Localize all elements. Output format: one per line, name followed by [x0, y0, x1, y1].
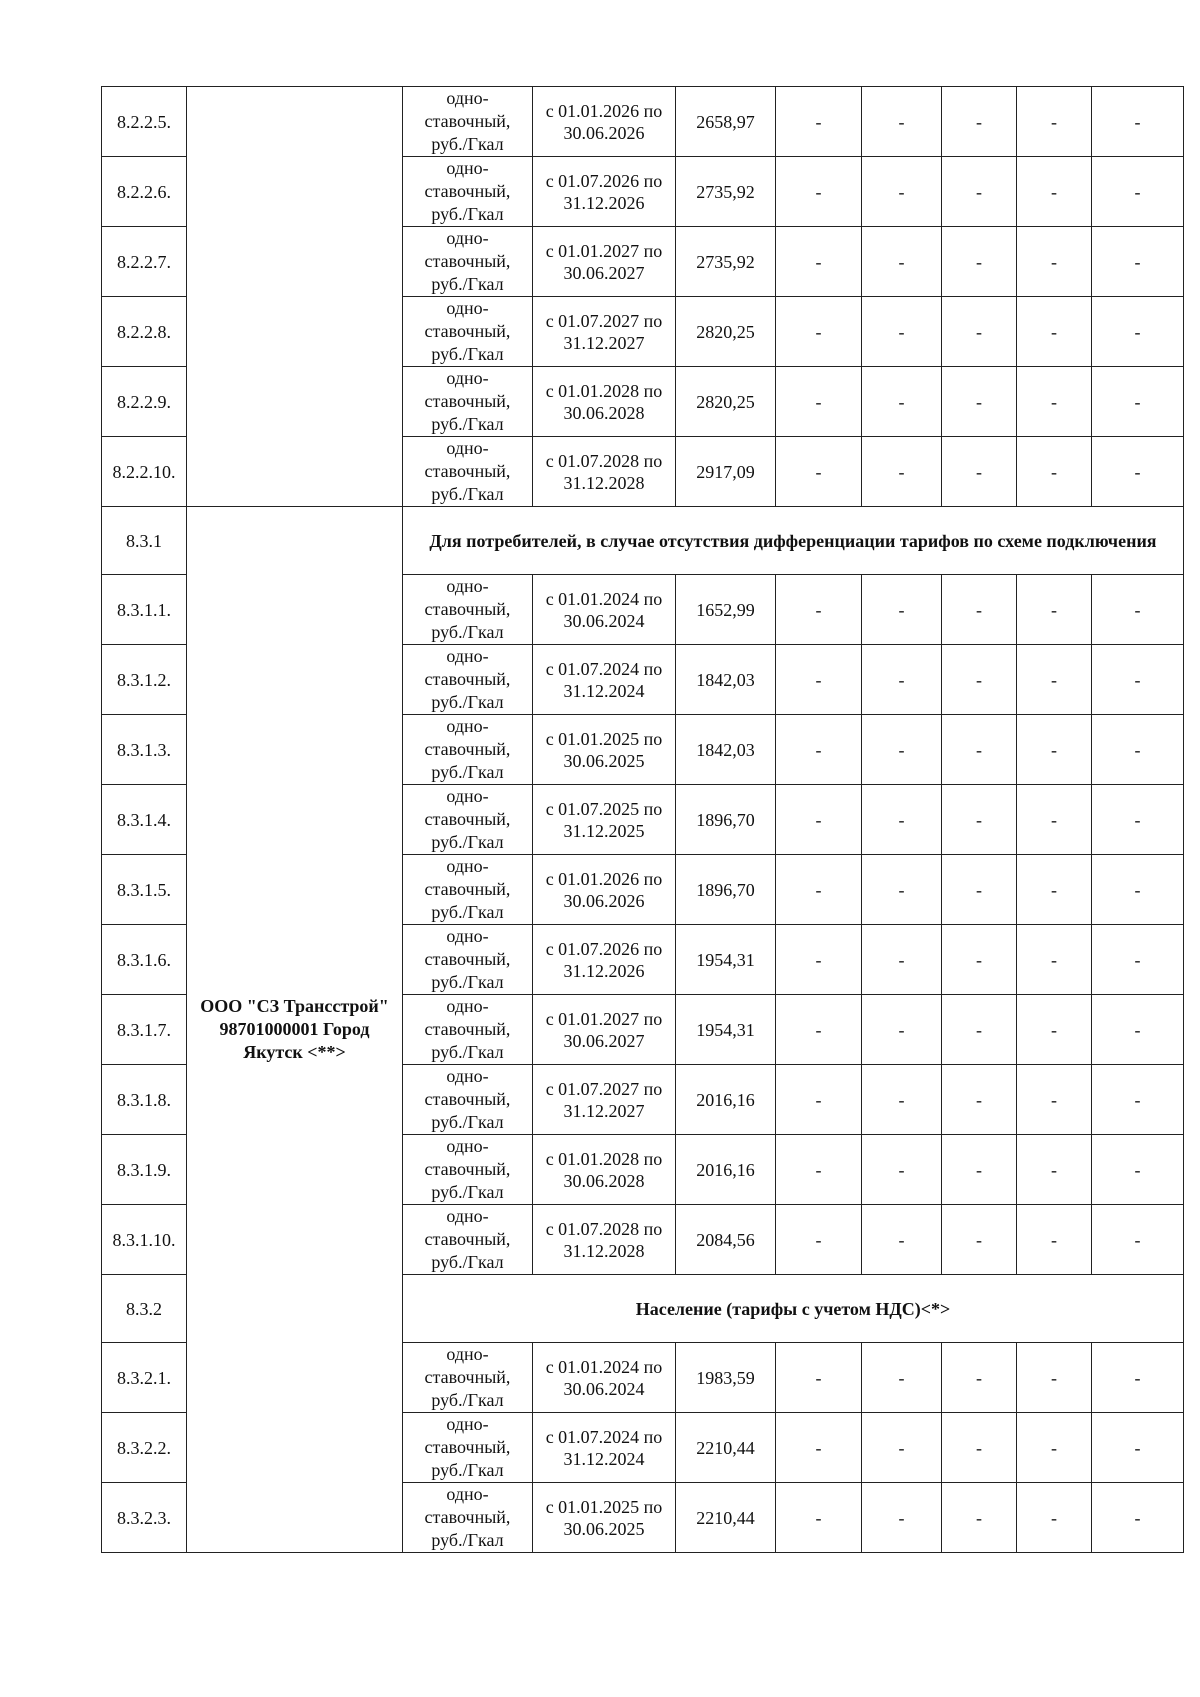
- tariff-empty-cell: -: [942, 437, 1017, 507]
- tariff-empty-cell: -: [1017, 995, 1092, 1065]
- tariff-value: 1954,31: [676, 995, 776, 1065]
- row-number: 8.2.2.5.: [102, 87, 187, 157]
- tariff-value: 2658,97: [676, 87, 776, 157]
- tariff-empty-cell: -: [862, 297, 942, 367]
- tariff-empty-cell: -: [776, 367, 862, 437]
- tariff-type: одно-ставочный, руб./Гкал: [403, 157, 533, 227]
- row-number: 8.2.2.7.: [102, 227, 187, 297]
- tariff-empty-cell: -: [1092, 715, 1184, 785]
- tariff-type: одно-ставочный, руб./Гкал: [403, 855, 533, 925]
- tariff-period: с 01.07.2024 по 31.12.2024: [533, 645, 676, 715]
- tariff-empty-cell: -: [862, 1343, 942, 1413]
- tariff-empty-cell: -: [1017, 227, 1092, 297]
- tariff-empty-cell: -: [942, 925, 1017, 995]
- tariff-empty-cell: -: [942, 995, 1017, 1065]
- tariff-empty-cell: -: [776, 785, 862, 855]
- tariff-empty-cell: -: [1092, 785, 1184, 855]
- tariff-empty-cell: -: [776, 925, 862, 995]
- tariff-empty-cell: -: [1092, 1343, 1184, 1413]
- tariff-empty-cell: -: [776, 87, 862, 157]
- tariff-type: одно-ставочный, руб./Гкал: [403, 575, 533, 645]
- tariff-period: с 01.07.2026 по 31.12.2026: [533, 157, 676, 227]
- tariff-empty-cell: -: [942, 1135, 1017, 1205]
- tariff-type: одно-ставочный, руб./Гкал: [403, 1413, 533, 1483]
- tariff-empty-cell: -: [942, 87, 1017, 157]
- tariff-value: 1652,99: [676, 575, 776, 645]
- tariff-value: 2210,44: [676, 1483, 776, 1553]
- tariff-empty-cell: -: [776, 715, 862, 785]
- tariff-empty-cell: -: [776, 1413, 862, 1483]
- tariff-empty-cell: -: [776, 1065, 862, 1135]
- tariff-type: одно-ставочный, руб./Гкал: [403, 297, 533, 367]
- tariff-empty-cell: -: [862, 227, 942, 297]
- tariff-empty-cell: -: [1092, 1483, 1184, 1553]
- tariff-period: с 01.07.2027 по 31.12.2027: [533, 1065, 676, 1135]
- tariff-empty-cell: -: [942, 785, 1017, 855]
- table-body: [102, 87, 1184, 1553]
- tariff-value: 2917,09: [676, 437, 776, 507]
- tariff-empty-cell: -: [862, 715, 942, 785]
- tariff-empty-cell: -: [862, 1205, 942, 1275]
- tariff-empty-cell: -: [776, 157, 862, 227]
- tariff-type: одно-ставочный, руб./Гкал: [403, 437, 533, 507]
- row-number: 8.3.1.5.: [102, 855, 187, 925]
- row-number: 8.3.1.7.: [102, 995, 187, 1065]
- tariff-empty-cell: -: [1092, 645, 1184, 715]
- tariff-empty-cell: -: [942, 1343, 1017, 1413]
- tariff-empty-cell: -: [776, 1205, 862, 1275]
- row-number: 8.3.1.9.: [102, 1135, 187, 1205]
- section-code: 8.3.1: [102, 507, 187, 575]
- row-number: 8.3.1.1.: [102, 575, 187, 645]
- tariff-empty-cell: -: [776, 227, 862, 297]
- tariff-empty-cell: -: [1092, 1413, 1184, 1483]
- tariff-empty-cell: -: [862, 87, 942, 157]
- row-number: 8.3.2.3.: [102, 1483, 187, 1553]
- table-row: [102, 87, 1184, 157]
- tariff-type: одно-ставочный, руб./Гкал: [403, 87, 533, 157]
- tariff-empty-cell: -: [862, 157, 942, 227]
- tariff-empty-cell: -: [942, 297, 1017, 367]
- tariff-empty-cell: -: [942, 1065, 1017, 1135]
- tariff-empty-cell: -: [1017, 645, 1092, 715]
- tariff-period: с 01.01.2024 по 30.06.2024: [533, 575, 676, 645]
- tariff-period: с 01.01.2025 по 30.06.2025: [533, 715, 676, 785]
- tariff-period: с 01.07.2026 по 31.12.2026: [533, 925, 676, 995]
- tariff-empty-cell: -: [1092, 1205, 1184, 1275]
- tariff-type: одно-ставочный, руб./Гкал: [403, 645, 533, 715]
- tariff-empty-cell: -: [1092, 437, 1184, 507]
- tariff-empty-cell: -: [1092, 87, 1184, 157]
- row-number: 8.3.2.1.: [102, 1343, 187, 1413]
- tariff-empty-cell: -: [1017, 715, 1092, 785]
- tariff-type: одно-ставочный, руб./Гкал: [403, 1205, 533, 1275]
- tariff-empty-cell: -: [1092, 1135, 1184, 1205]
- tariff-empty-cell: -: [776, 437, 862, 507]
- tariff-type: одно-ставочный, руб./Гкал: [403, 715, 533, 785]
- tariff-empty-cell: -: [862, 1483, 942, 1553]
- tariff-empty-cell: -: [1017, 1065, 1092, 1135]
- tariff-type: одно-ставочный, руб./Гкал: [403, 1065, 533, 1135]
- tariff-empty-cell: -: [942, 1483, 1017, 1553]
- tariff-value: 1983,59: [676, 1343, 776, 1413]
- row-number: 8.3.1.6.: [102, 925, 187, 995]
- tariff-empty-cell: -: [942, 1205, 1017, 1275]
- row-number: 8.3.1.4.: [102, 785, 187, 855]
- tariff-empty-cell: -: [862, 925, 942, 995]
- tariff-value: 1842,03: [676, 645, 776, 715]
- tariff-value: 2820,25: [676, 367, 776, 437]
- tariff-empty-cell: -: [942, 367, 1017, 437]
- tariff-type: одно-ставочный, руб./Гкал: [403, 995, 533, 1065]
- tariff-value: 2016,16: [676, 1135, 776, 1205]
- tariff-period: с 01.07.2027 по 31.12.2027: [533, 297, 676, 367]
- tariff-period: с 01.01.2024 по 30.06.2024: [533, 1343, 676, 1413]
- tariff-type: одно-ставочный, руб./Гкал: [403, 925, 533, 995]
- row-number: 8.3.1.2.: [102, 645, 187, 715]
- tariff-empty-cell: -: [1017, 925, 1092, 995]
- tariff-empty-cell: -: [862, 785, 942, 855]
- tariff-empty-cell: -: [942, 1413, 1017, 1483]
- tariff-value: 1896,70: [676, 855, 776, 925]
- row-number: 8.3.1.8.: [102, 1065, 187, 1135]
- tariff-empty-cell: -: [862, 367, 942, 437]
- tariff-empty-cell: -: [1092, 157, 1184, 227]
- tariff-empty-cell: -: [776, 855, 862, 925]
- tariff-period: с 01.01.2026 по 30.06.2026: [533, 855, 676, 925]
- tariff-period: с 01.01.2028 по 30.06.2028: [533, 1135, 676, 1205]
- tariff-empty-cell: -: [1017, 1483, 1092, 1553]
- tariff-empty-cell: -: [776, 645, 862, 715]
- tariff-period: с 01.01.2027 по 30.06.2027: [533, 227, 676, 297]
- tariff-empty-cell: -: [942, 645, 1017, 715]
- tariff-empty-cell: -: [1092, 367, 1184, 437]
- row-number: 8.2.2.6.: [102, 157, 187, 227]
- tariff-empty-cell: -: [862, 437, 942, 507]
- tariff-empty-cell: -: [1017, 367, 1092, 437]
- tariff-empty-cell: -: [776, 1343, 862, 1413]
- tariff-type: одно-ставочный, руб./Гкал: [403, 367, 533, 437]
- tariff-period: с 01.07.2024 по 31.12.2024: [533, 1413, 676, 1483]
- tariff-empty-cell: -: [776, 297, 862, 367]
- tariff-empty-cell: -: [776, 1135, 862, 1205]
- tariff-empty-cell: -: [776, 575, 862, 645]
- tariff-empty-cell: -: [1017, 437, 1092, 507]
- row-number: 8.2.2.9.: [102, 367, 187, 437]
- tariff-empty-cell: -: [1017, 1205, 1092, 1275]
- tariff-period: с 01.07.2028 по 31.12.2028: [533, 1205, 676, 1275]
- tariff-value: 2735,92: [676, 157, 776, 227]
- tariff-type: одно-ставочный, руб./Гкал: [403, 227, 533, 297]
- tariff-value: 1954,31: [676, 925, 776, 995]
- tariff-empty-cell: -: [942, 855, 1017, 925]
- row-number: 8.2.2.8.: [102, 297, 187, 367]
- tariff-period: с 01.07.2028 по 31.12.2028: [533, 437, 676, 507]
- tariff-empty-cell: -: [1092, 855, 1184, 925]
- row-number: 8.2.2.10.: [102, 437, 187, 507]
- tariff-empty-cell: -: [862, 995, 942, 1065]
- section-title: Для потребителей, в случае отсутствия дифференциации тарифов по схеме подключения: [403, 507, 1184, 575]
- tariff-empty-cell: -: [942, 227, 1017, 297]
- tariff-empty-cell: -: [862, 1413, 942, 1483]
- tariff-period: с 01.01.2027 по 30.06.2027: [533, 995, 676, 1065]
- tariff-table: [101, 86, 1184, 1553]
- tariff-type: одно-ставочный, руб./Гкал: [403, 785, 533, 855]
- tariff-empty-cell: -: [1092, 995, 1184, 1065]
- tariff-empty-cell: -: [942, 575, 1017, 645]
- organization-cell-empty: [187, 87, 403, 507]
- tariff-period: с 01.01.2026 по 30.06.2026: [533, 87, 676, 157]
- tariff-period: с 01.07.2025 по 31.12.2025: [533, 785, 676, 855]
- row-number: 8.3.1.10.: [102, 1205, 187, 1275]
- section-title: Население (тарифы с учетом НДС)<*>: [403, 1275, 1184, 1343]
- organization-name: ООО "СЗ Трансстрой" 98701000001 Город Якутск <**>: [187, 507, 403, 1553]
- row-number: 8.3.1.3.: [102, 715, 187, 785]
- tariff-empty-cell: -: [1017, 575, 1092, 645]
- tariff-empty-cell: -: [1092, 297, 1184, 367]
- tariff-empty-cell: -: [776, 1483, 862, 1553]
- tariff-value: 2210,44: [676, 1413, 776, 1483]
- tariff-value: 2016,16: [676, 1065, 776, 1135]
- tariff-value: 2735,92: [676, 227, 776, 297]
- tariff-empty-cell: -: [776, 995, 862, 1065]
- tariff-empty-cell: -: [1092, 1065, 1184, 1135]
- tariff-empty-cell: -: [942, 157, 1017, 227]
- row-number: 8.3.2.2.: [102, 1413, 187, 1483]
- tariff-type: одно-ставочный, руб./Гкал: [403, 1135, 533, 1205]
- section-header-row: [102, 507, 1184, 575]
- tariff-value: 1896,70: [676, 785, 776, 855]
- tariff-empty-cell: -: [1092, 925, 1184, 995]
- tariff-empty-cell: -: [1017, 1135, 1092, 1205]
- tariff-empty-cell: -: [862, 1065, 942, 1135]
- tariff-value: 2820,25: [676, 297, 776, 367]
- tariff-empty-cell: -: [942, 715, 1017, 785]
- tariff-empty-cell: -: [1017, 297, 1092, 367]
- tariff-value: 1842,03: [676, 715, 776, 785]
- tariff-period: с 01.01.2025 по 30.06.2025: [533, 1483, 676, 1553]
- tariff-empty-cell: -: [1092, 575, 1184, 645]
- tariff-empty-cell: -: [1017, 157, 1092, 227]
- tariff-empty-cell: -: [1017, 1413, 1092, 1483]
- tariff-empty-cell: -: [1017, 855, 1092, 925]
- tariff-type: одно-ставочный, руб./Гкал: [403, 1483, 533, 1553]
- tariff-empty-cell: -: [1092, 227, 1184, 297]
- tariff-type: одно-ставочный, руб./Гкал: [403, 1343, 533, 1413]
- section-code: 8.3.2: [102, 1275, 187, 1343]
- tariff-empty-cell: -: [862, 575, 942, 645]
- tariff-empty-cell: -: [862, 855, 942, 925]
- tariff-period: с 01.01.2028 по 30.06.2028: [533, 367, 676, 437]
- tariff-empty-cell: -: [1017, 1343, 1092, 1413]
- tariff-value: 2084,56: [676, 1205, 776, 1275]
- tariff-empty-cell: -: [1017, 87, 1092, 157]
- tariff-empty-cell: -: [862, 645, 942, 715]
- tariff-empty-cell: -: [1017, 785, 1092, 855]
- tariff-empty-cell: -: [862, 1135, 942, 1205]
